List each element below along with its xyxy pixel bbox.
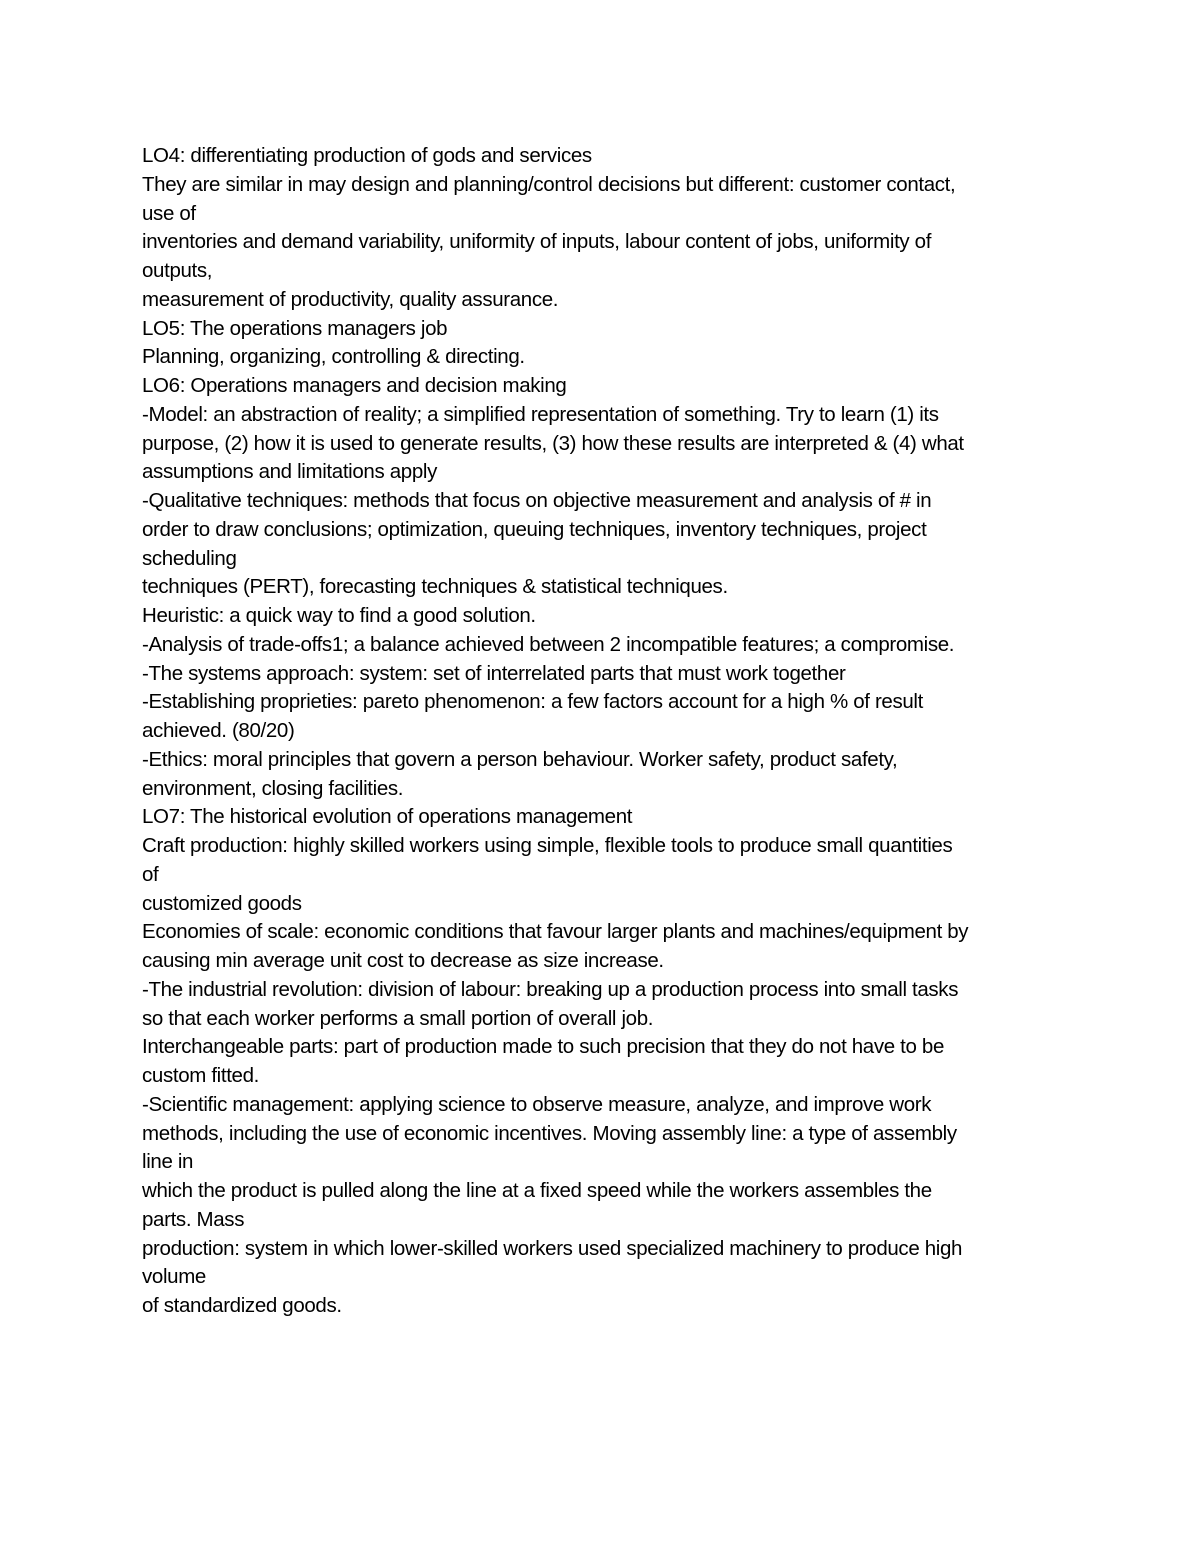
text-line: Planning, organizing, controlling & directing. [142,345,525,369]
text-line: parts. Mass [142,1207,245,1231]
text-line: inventories and demand variability, uniformity of inputs, labour content of jobs, uniformity of [142,230,932,254]
text-line: custom fitted. [142,1064,260,1087]
text-line: volume [142,1265,206,1289]
text-line: purpose, (2) how it is used to generate results, (3) how these results are interpreted & (4) what [142,431,964,455]
text-line: -Qualitative techniques: methods that focus on objective measurement and analysis of # in [142,489,932,512]
text-line: environment, closing facilities. [142,776,404,800]
text-line: -Establishing proprieties: pareto phenomenon: a few factors account for a high % of result [142,690,923,714]
text-line: outputs, [142,259,213,282]
text-line: of standardized goods. [142,1294,342,1317]
text-line: achieved. (80/20) [142,719,295,742]
text-line: scheduling [142,546,237,570]
text-line: LO6: Operations managers and decision making [142,374,567,397]
text-line: Craft production: highly skilled workers using simple, flexible tools to produce small quantities [142,834,953,857]
text-line: -Model: an abstraction of reality; a simplified representation of something. Try to learn (1) its [142,402,939,426]
text-line: -The industrial revolution: division of labour: breaking up a production process into small tasks [142,977,959,1001]
document-body [142,142,1082,1321]
text-line: measurement of productivity, quality assurance. [142,287,559,311]
text-line: line in [142,1150,194,1174]
text-line: Interchangeable parts: part of production made to such precision that they do not have to be [142,1035,945,1059]
text-line: -The systems approach: system: set of interrelated parts that must work together [142,661,846,685]
text-line: customized goods [142,891,302,915]
text-line: use of [142,201,196,225]
text-line: of [142,862,159,886]
text-line: causing min average unit cost to decrease as size increase. [142,949,664,972]
text-line: Economies of scale: economic conditions that favour larger plants and machines/equipment by [142,920,969,944]
text-line: order to draw conclusions; optimization, queuing techniques, inventory techniques, project [142,517,927,541]
text-line: -Scientific management: applying science to observe measure, analyze, and improve work [142,1092,932,1116]
text-line: assumptions and limitations apply [142,460,437,484]
text-line: They are similar in may design and planning/control decisions but different: customer contact, [142,172,956,196]
text-line: -Ethics: moral principles that govern a person behaviour. Worker safety, product safety, [142,747,898,771]
text-line: methods, including the use of economic incentives. Moving assembly line: a type of assembly [142,1121,957,1145]
text-line: -Analysis of trade-offs1; a balance achieved between 2 incompatible features; a compromise. [142,632,955,656]
text-line: LO7: The historical evolution of operations management [142,805,633,829]
text-line: techniques (PERT), forecasting techniques & statistical techniques. [142,575,728,599]
text-line: which the product is pulled along the line at a fixed speed while the workers assembles the [142,1179,932,1202]
text-line: LO4: differentiating production of gods and services [142,144,592,167]
text-line: so that each worker performs a small portion of overall job. [142,1006,654,1030]
text-line: production: system in which lower-skilled workers used specialized machinery to produce high [142,1236,963,1260]
text-line: Heuristic: a quick way to find a good solution. [142,604,536,627]
text-line: LO5: The operations managers job [142,316,448,340]
